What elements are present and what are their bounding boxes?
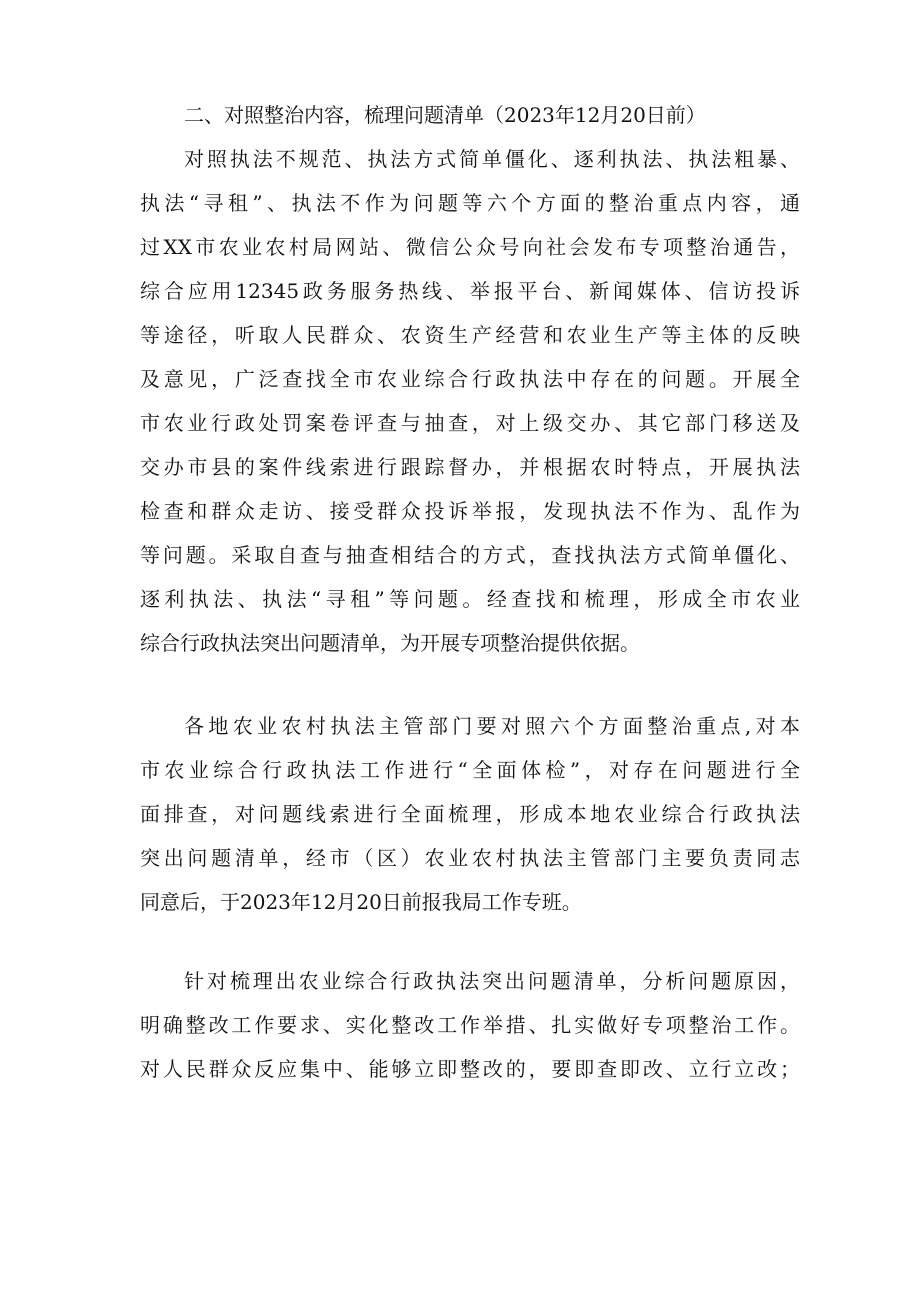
paragraph-3-line: 针对梳理出农业综合行政执法突出问题清单，分析问题原因， [184, 969, 800, 993]
paragraph-1-line: 等途径，听取人民群众、农资生产经营和农业生产等主体的反映 [140, 323, 800, 347]
paragraph-3 [140, 959, 800, 1091]
paragraph-1-line: 市农业行政处罚案卷评查与抽查，对上级交办、其它部门移送及 [140, 411, 800, 435]
paragraph-1-line: 逐利执法、执法“寻租”等问题。经查找和梳理，形成全市农业 [140, 587, 800, 611]
paragraph-2-line: 面排查，对问题线索进行全面梳理，形成本地农业综合行政执法 [140, 802, 800, 826]
paragraph-3-line: 明确整改工作要求、实化整改工作举措、扎实做好专项整治工作。 [140, 1013, 800, 1037]
paragraph-1-line: 执法“寻租”、执法不作为问题等六个方面的整治重点内容，通 [140, 191, 800, 215]
paragraph-1-line: 过XX市农业农村局网站、微信公众号向社会发布专项整治通告， [140, 235, 800, 259]
paragraph-1-line: 综合行政执法突出问题清单，为开展专项整治提供依据。 [140, 631, 640, 655]
paragraph-1 [140, 137, 800, 665]
paragraph-2-line: 各地农业农村执法主管部门要对照六个方面整治重点,对本 [184, 714, 800, 738]
paragraph-1-line: 等问题。采取自查与抽查相结合的方式，查找执法方式简单僵化、 [140, 543, 800, 567]
paragraph-2-line: 市农业综合行政执法工作进行“全面体检”，对存在问题进行全 [140, 758, 800, 782]
paragraph-1-line: 综合应用12345政务服务热线、举报平台、新闻媒体、信访投诉 [140, 279, 800, 303]
paragraph-1-line: 对照执法不规范、执法方式简单僵化、逐利执法、执法粗暴、 [184, 147, 800, 171]
paragraph-2-line: 突出问题清单，经市（区）农业农村执法主管部门主要负责同志 [140, 846, 800, 870]
paragraph-1-line: 及意见，广泛查找全市农业综合行政执法中存在的问题。开展全 [140, 367, 800, 391]
paragraph-3-line: 对人民群众反应集中、能够立即整改的，要即查即改、立行立改； [140, 1057, 800, 1081]
paragraph-1-line: 交办市县的案件线索进行跟踪督办，并根据农时特点，开展执法 [140, 455, 800, 479]
paragraph-2-line: 同意后，于2023年12月20日前报我局工作专班。 [140, 890, 582, 914]
section-heading-block [140, 93, 800, 137]
section-heading: 二、对照整治内容，梳理问题清单（2023年12月20日前） [184, 103, 706, 127]
paragraph-2 [140, 704, 800, 924]
paragraph-1-line: 检查和群众走访、接受群众投诉举报，发现执法不作为、乱作为 [140, 499, 800, 523]
